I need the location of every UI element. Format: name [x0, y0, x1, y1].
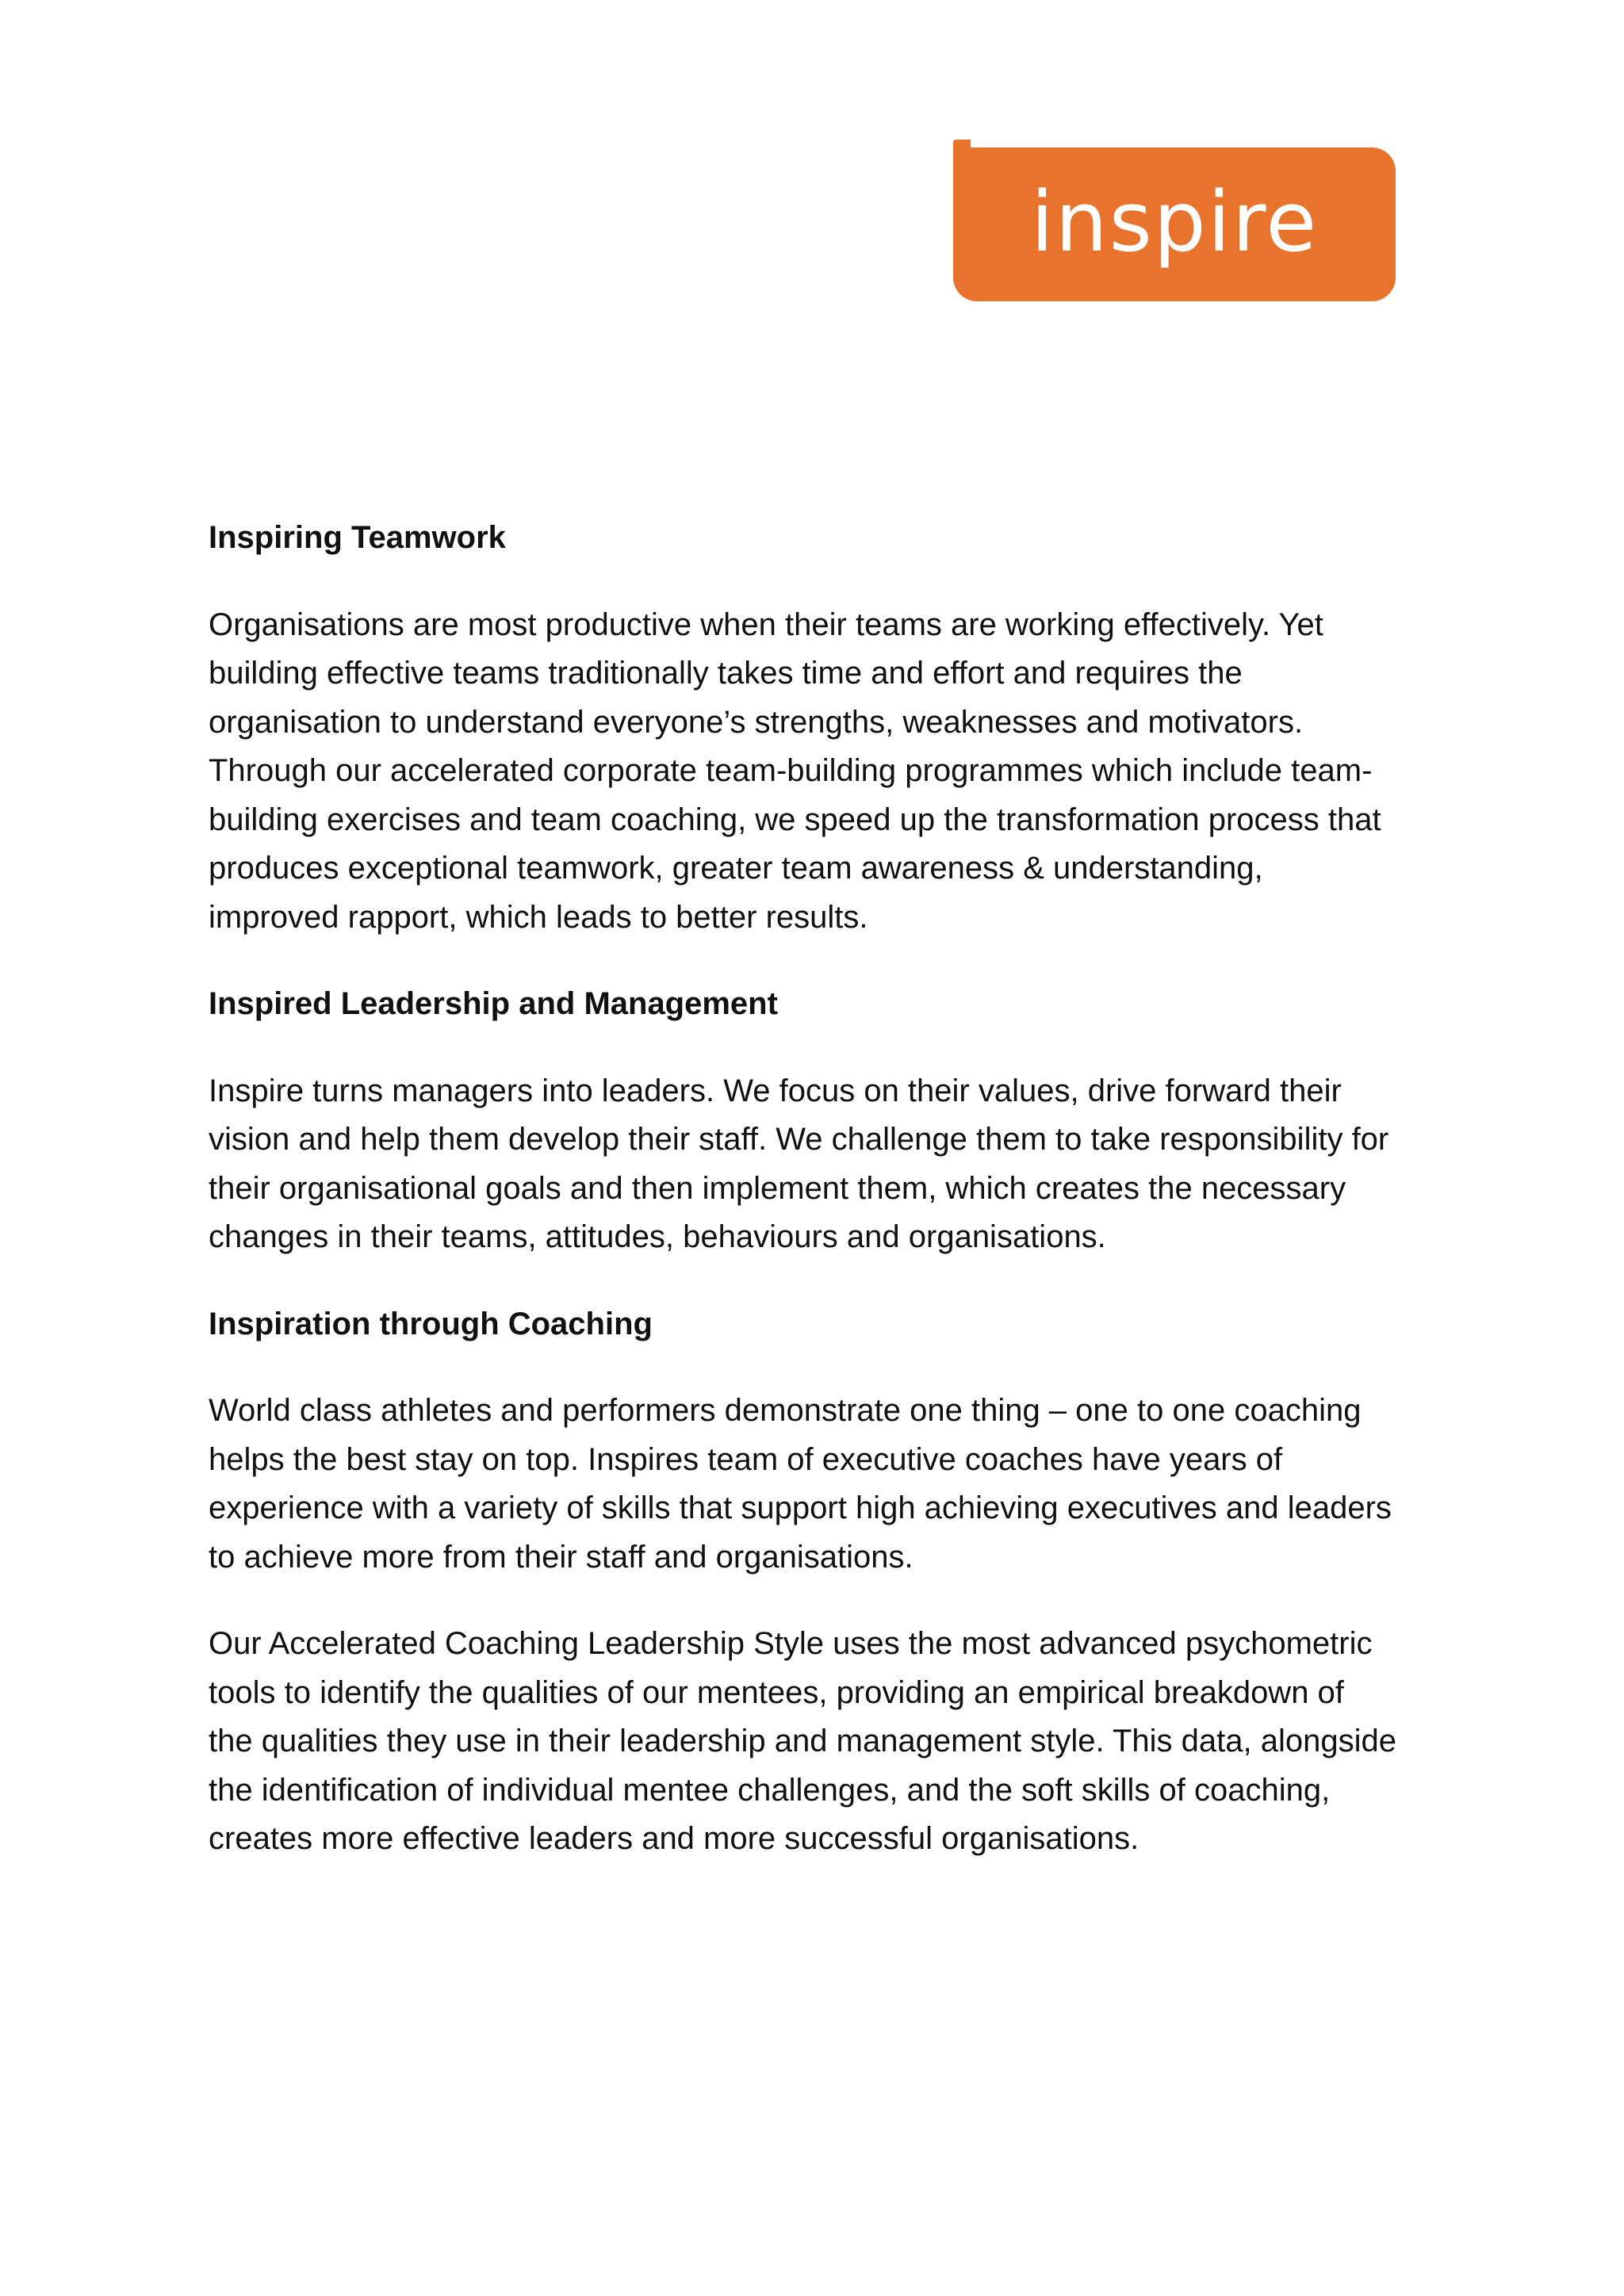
logo-corner-tab — [953, 140, 971, 160]
section-teamwork — [209, 514, 1430, 942]
inspire-logo — [953, 147, 1396, 301]
section-paragraph: Inspire turns managers into leaders. We focus on their values, drive forward their vision and help them develop their staff. We challenge them to take responsibility for their organisational goals and then implement them, which creates the necessary changes in their teams, attitudes, behaviours and organisations. — [209, 1073, 1389, 1254]
section-heading: Inspiration through Coaching — [209, 1306, 653, 1341]
section-paragraph: World class athletes and performers demonstrate one thing – one to one coaching helps the best stay on top. Inspires team of executive coaches have years of experience with a variety of skills that support high achieving executives and leaders to achieve more from their staff and organisations. — [209, 1393, 1392, 1575]
section-heading: Inspiring Teamwork — [209, 520, 506, 555]
section-paragraph: Organisations are most productive when their teams are working effectively. Yet building effective teams traditionally takes time and effort and requires the organisation to understand everyone’s strengths, weaknesses and motivators. Through our accelerated corporate team-building programmes which include team- building exercises and team coaching, we speed up the transformation process that produces exceptional teamwork, greater team awareness & understanding, improved rapport, which leads to better results. — [209, 607, 1381, 935]
section-heading: Inspired Leadership and Management — [209, 986, 778, 1021]
section-coaching — [209, 1300, 1430, 1864]
section-leadership — [209, 980, 1430, 1262]
document-body — [209, 514, 1430, 1902]
logo-text: inspire — [1030, 174, 1319, 270]
section-paragraph: Our Accelerated Coaching Leadership Style uses the most advanced psychometric tools to identify the qualities of our mentees, providing an empirical breakdown of the qualities they use in their leadership and management style. This data, alongside the identification of individual mentee challenges, and the soft skills of coaching, creates more effective leaders and more successful organisations. — [209, 1626, 1396, 1856]
